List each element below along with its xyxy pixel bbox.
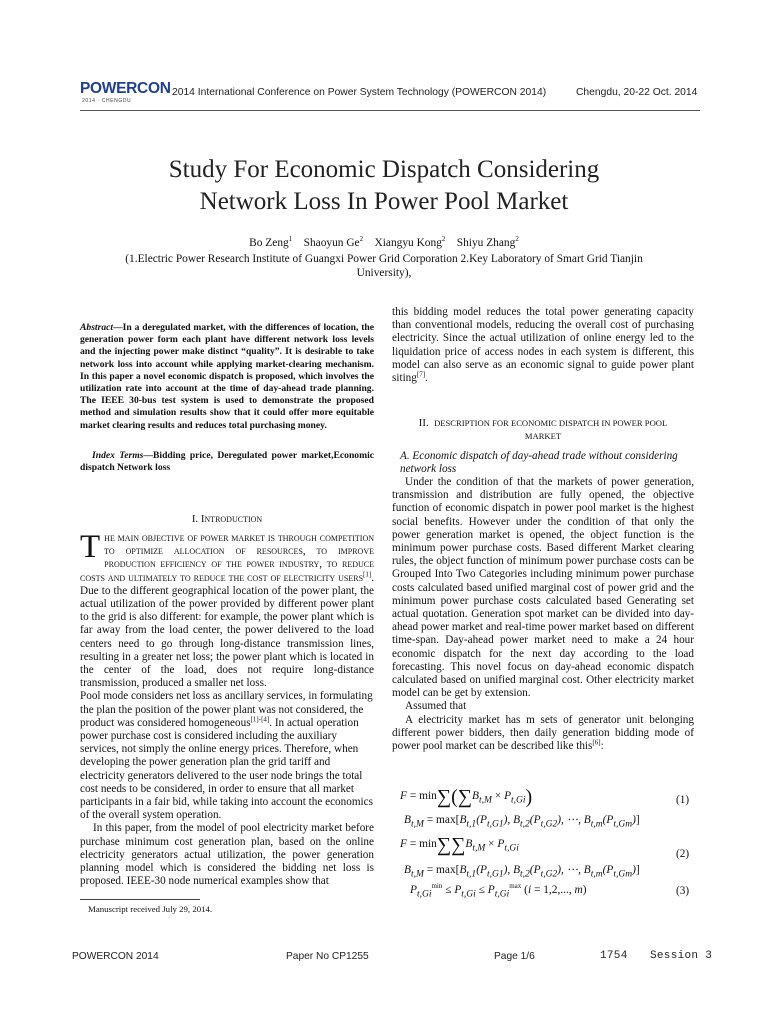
title-line-1: Study For Economic Dispatch Considering xyxy=(168,156,600,183)
intro-paragraph-3-continued: this bidding model reduces the total power generating capacity than conventional models, reducing the overall cost of purchasing electricity. Since the actual utilization of online energy led to the liquidation price of access nodes in each system is different, this model can also serve as an economic signal to guide power plant siting[7]. xyxy=(392,306,694,385)
drop-cap: T xyxy=(80,529,101,565)
equation-3: $P_{t,Gi}^{min} \le P_{t,Gi} \le P_{t,Gi}^{max}$ (i = 1,2,..., m) xyxy=(410,882,587,900)
logo-text: POWERCON xyxy=(80,80,171,97)
section-heading-introduction xyxy=(80,513,374,525)
author: Shiyu Zhang xyxy=(456,237,516,249)
intro-paragraph-3: In this paper, from the model of pool electricity market before purchase minimum cost generation plan, based on the online electricity generators actual utilization, the power generation planning model which is considered the bidding net loss is proposed. IEEE-30 node numerical examples show that xyxy=(80,822,374,888)
abstract xyxy=(80,322,374,432)
equation-2-objective: $F = \min\sum\sum B_{t,M} \times P_{t,Gi}$ xyxy=(400,834,519,856)
citation: [7] xyxy=(416,370,426,379)
intro-paragraph-2 xyxy=(80,690,374,822)
index-terms-label: Index Terms xyxy=(92,450,144,461)
conference-name: 2014 International Conference on Power System Technology (POWERCON 2014) xyxy=(172,87,547,98)
intro-paragraph-1-text-a: he main objective of power market is through competition to optimize allocation of resources, to improve production efficiency of the power industry, to reduce costs and ultimately to reduce the cost of electricity users xyxy=(80,532,374,584)
footer-paper-number: Paper No CP1255 xyxy=(286,951,369,962)
section-title-continued: MARKET xyxy=(524,431,562,441)
abstract-label: Abstract xyxy=(80,322,114,333)
footnote: Manuscript received July 29, 2014. xyxy=(88,904,213,914)
footer-session: Session 3 xyxy=(650,950,713,962)
intro-paragraph-2-text-a: Pool mode considers net loss as ancillary services, in formulating the plan the position of the power plant was not considered, the product was considered homogeneous xyxy=(80,690,373,729)
section-2-paragraph-2: Assumed that xyxy=(405,700,467,713)
equation-number-2: (2) xyxy=(676,848,690,860)
author-affiliation-mark: 2 xyxy=(359,235,364,244)
powercon-logo xyxy=(80,80,171,106)
citation: [6] xyxy=(592,738,601,747)
introduction-body xyxy=(80,529,374,888)
equation-number-3: (3) xyxy=(676,885,690,897)
section-heading-line-1 xyxy=(392,417,694,430)
intro-paragraph-3-continued-text: this bidding model reduces the total power generating capacity than conventional models, reducing the overall cost of purchasing electricity. Since the actual utilization of online energy led to the liquidation price of access nodes in each system is different, this model can also serve as an economic signal to guide power plant siting xyxy=(392,306,694,385)
intro-paragraph-1 xyxy=(80,529,374,690)
section-number: I. xyxy=(191,513,199,525)
intro-paragraph-1-text-b: . Due to the different geographical location of the power plant, the actual utilization of the power provided by different power plant to the grid is also different: for example, the power plant which is far away from the load center, the power delivered to the load centers need to go through long-distance transmission lines, resulting in a greater net loss; the power plant which is located in the center of the load, does not require long-distance transmission, produced a smaller net loss. xyxy=(80,571,374,690)
author-affiliation-mark: 1 xyxy=(288,235,293,244)
logo-subtext: 2014 · CHENGDU xyxy=(82,98,132,104)
index-terms xyxy=(80,450,374,474)
author-list xyxy=(100,237,668,249)
conference-venue: Chengdu, 20-22 Oct. 2014 xyxy=(576,87,698,98)
citation: [1]-[4] xyxy=(250,715,270,724)
section-title-text: Introduction xyxy=(200,513,263,525)
equation-number-1: (1) xyxy=(676,794,690,806)
section-title: DESCRIPTION FOR ECONOMIC DISPATCH IN POWER POOL xyxy=(434,418,668,428)
citation: [1] xyxy=(363,569,372,578)
paper-title xyxy=(100,154,668,218)
abstract-text: —In a deregulated market, with the differences of location, the generation power form each plant have different network loss levels and the injecting power make distinct “quality”. It is desirable to take network loss into account while applying market-clearing mechanism. In this paper a novel economic dispatch is proposed, which involves the utilization rate into account at the time of day-ahead trade planning. The IEEE 30-bus test system is used to demonstrate the proposed method and simulation results show that it could offer more equitable market clearing results and reduces total purchasing money. xyxy=(80,322,374,431)
section-2-paragraph-3-end: : xyxy=(600,740,604,753)
author-affiliation-mark: 2 xyxy=(515,235,519,244)
footer-page-number: Page 1/6 xyxy=(494,951,535,962)
section-2-paragraph-1: Under the condition of that the markets of power generation, transmission and distribution are fully opened, the objective function of economic dispatch in power pool market is the highest social benefits. However under the condition of that only the power generation market is opened, the object function is the minimum power purchase costs. Based different Market clearing rules, the object function of minimum power purchase costs can be Grouped Into Two Categories including minimum power purchase costs calculated based unified marginal cost of power grid and the minimum power purchase costs calculated based Generating set actual quotation. Generation spot market can be divided into day-ahead power market and real-time power market based on different time-span. Day-ahead power market need to make a 24 hour economic dispatch for the next day according to the load forecasting. This novel focus on day-ahead economic dispatch calculated based on unified marginal cost. Other electricity market model can be get by extension. xyxy=(392,476,694,700)
author: Xiangyu Kong xyxy=(374,237,442,249)
section-title xyxy=(201,513,262,525)
index-terms-text: —Bidding price, Deregulated power market,Economic dispatch Network loss xyxy=(80,450,374,474)
equation-1-constraint: $B_{t,M} = \max[B_{t,1}(P_{t,G1})$, $B_{t,2}(P_{t,G2})$, ⋯, $B_{t,m}(P_{t,Gm})$] xyxy=(404,814,640,830)
author: Bo Zeng xyxy=(249,237,289,249)
equation-2-constraint: $B_{t,M} = \max[B_{t,1}(P_{t,G1})$, $B_{t,2}(P_{t,G2})$, ⋯, $B_{t,m}(P_{t,Gm})$] xyxy=(404,864,640,880)
footer-conference: POWERCON 2014 xyxy=(72,951,159,962)
footnote-divider xyxy=(80,899,200,900)
subsection-heading-a: A. Economic dispatch of day-ahead trade without considering network loss xyxy=(400,450,678,475)
section-2-paragraph-3-text: A electricity market has m sets of generator unit belonging different power bidders, then daily generation bidding mode of power pool market can be described like this xyxy=(392,713,694,753)
section-2-body xyxy=(392,476,694,753)
right-column-intro-continued xyxy=(392,306,694,385)
author-affiliation-mark: 2 xyxy=(441,235,446,244)
title-line-2: Network Loss In Power Pool Market xyxy=(199,188,569,215)
affiliations: (1.Electric Power Research Institute of Guangxi Power Grid Corporation 2.Key Laboratory of Smart Grid Tianjin University), xyxy=(125,253,643,279)
equation-1-objective: $F = \min\sum(\sum B_{t,M} \times P_{t,Gi})$ xyxy=(400,786,533,808)
author: Shaoyun Ge xyxy=(303,237,360,249)
section-heading-description xyxy=(392,417,694,443)
header-divider xyxy=(80,110,700,111)
footer-proceedings-page: 1754 xyxy=(600,950,628,962)
intro-paragraph-2-text-b: . In actual operation power purchase cost is considered including the auxiliary services, not simply the online energy prices. Therefore, when developing the power generation plan the grid tariff and electricity generators delivered to the user node brings the total cost needs to be considered, in order to ensure that all market participants in a fair bid, while taking into account the economics of the overall system operation. xyxy=(80,716,373,822)
section-2-paragraph-3 xyxy=(392,714,694,754)
section-number: II. xyxy=(418,417,429,429)
